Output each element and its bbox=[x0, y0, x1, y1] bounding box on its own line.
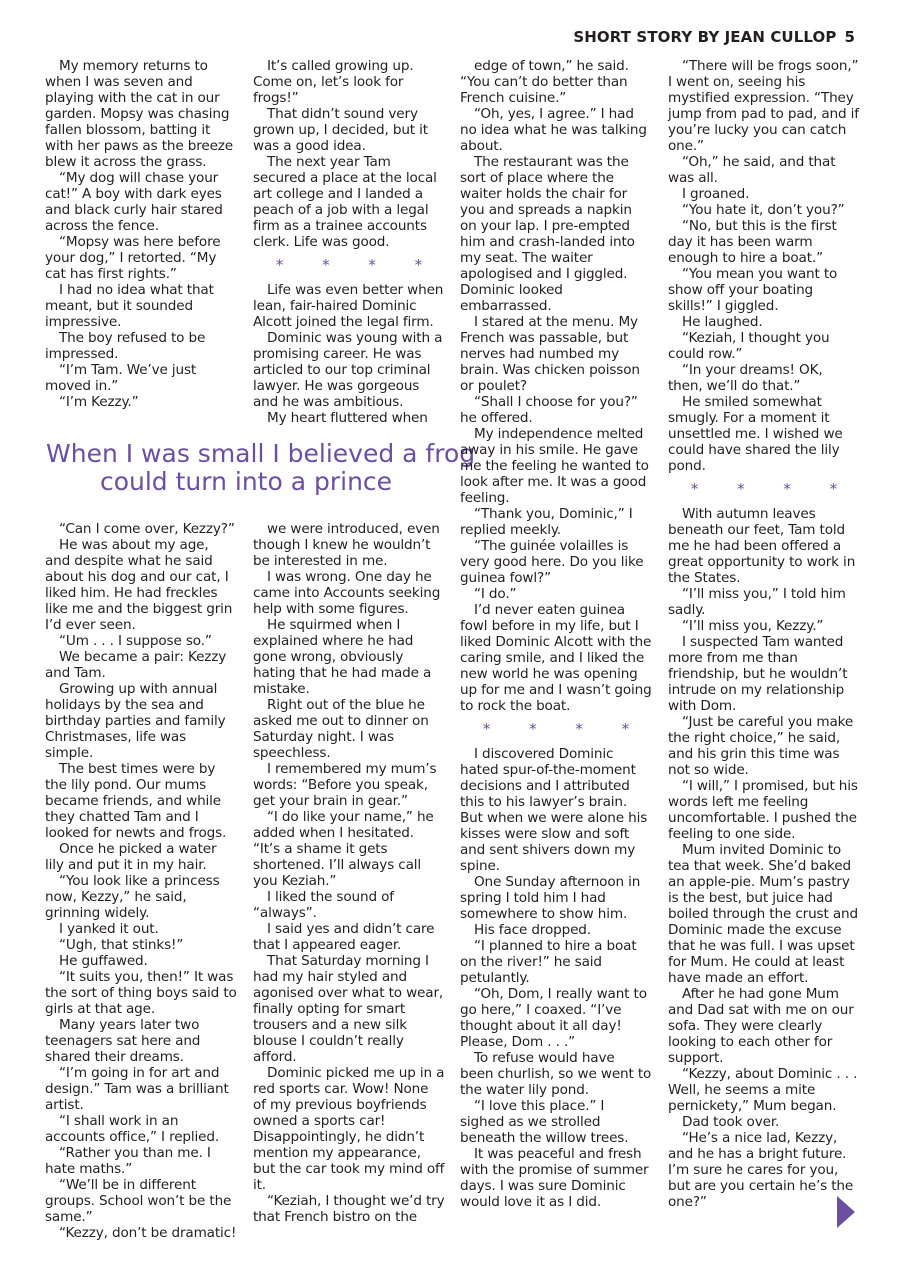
paragraph: He squirmed when I explained where he had gone wrong, obviously hating that he had made a mistake. bbox=[253, 617, 432, 697]
paragraph: His face dropped. bbox=[474, 922, 591, 938]
column-1-bottom bbox=[45, 521, 237, 1241]
paragraph: Dad took over. bbox=[682, 1114, 780, 1130]
story-byline: SHORT STORY BY JEAN CULLOP bbox=[573, 28, 837, 46]
paragraph: “I’m Kezzy.” bbox=[59, 394, 139, 410]
paragraph: “Um . . . I suppose so.” bbox=[59, 633, 212, 649]
paragraph: “You mean you want to show off your boating skills!” I giggled. bbox=[668, 266, 838, 314]
section-divider: * * * * bbox=[275, 256, 440, 274]
paragraph: “You hate it, don’t you?” bbox=[682, 202, 845, 218]
column-3 bbox=[460, 58, 652, 1210]
paragraph: “I shall work in an accounts office,” I replied. bbox=[45, 1113, 220, 1145]
paragraph: The restaurant was the sort of place where the waiter holds the chair for you and spreads a napkin on your lap. I pre-empted him and crash-landed into my seat. The waiter apologised and I giggled. Dominic looked embarrassed. bbox=[460, 154, 635, 314]
paragraph: He laughed. bbox=[682, 314, 763, 330]
paragraph: “I do.” bbox=[474, 586, 517, 602]
paragraph: I said yes and didn’t care that I appeared eager. bbox=[253, 921, 435, 953]
paragraph: “I’m Tam. We’ve just moved in.” bbox=[45, 362, 197, 394]
pull-quote bbox=[46, 439, 476, 496]
paragraph: Dominic was young with a promising career. He was articled to our top criminal lawyer. He was gorgeous and he was ambitious. bbox=[253, 330, 443, 410]
paragraph: He was about my age, and despite what he said about his dog and our cat, I liked him. He had freckles like me and the biggest grin I’d ever seen. bbox=[45, 537, 233, 633]
paragraph: “I do like your name,” he added when I hesitated. “It’s a shame it gets shortened. I’ll always call you Keziah.” bbox=[253, 809, 434, 889]
paragraph: I discovered Dominic hated spur-of-the-moment decisions and I attributed this to his lawyer’s brain. But when we were alone his kisses were slow and soft and sent shivers down my spine. bbox=[460, 746, 648, 874]
paragraph: I remembered my mum’s words: “Before you speak, get your brain in gear.” bbox=[253, 761, 437, 809]
paragraph: I yanked it out. bbox=[59, 921, 159, 937]
paragraph: That Saturday morning I had my hair styled and agonised over what to wear, finally opting for smart trousers and a new silk blouse I couldn’t really afford. bbox=[253, 953, 444, 1065]
paragraph: Dominic picked me up in a red sports car. Wow! None of my previous boyfriends owned a sports car! Disappointingly, he didn’t mention my appearance, but the car took my mind off it. bbox=[253, 1065, 445, 1193]
pull-quote-line: When I was small I believed a frog bbox=[46, 439, 476, 468]
paragraph: “There will be frogs soon,” I went on, seeing his mystified expression. “They jump from pad to pad, and if you’re lucky you can catch one.” bbox=[668, 58, 859, 154]
paragraph: “We’ll be in different groups. School won’t be the same.” bbox=[45, 1177, 232, 1225]
paragraph: “I’ll miss you,” I told him sadly. bbox=[668, 586, 846, 618]
paragraph: Growing up with annual holidays by the sea and birthday parties and family Christmases, life was simple. bbox=[45, 681, 226, 761]
paragraph: My independence melted away in his smile. He gave me the feeling he wanted to look after me. It was a good feeling. bbox=[460, 426, 649, 506]
page-header bbox=[573, 28, 855, 46]
column-4 bbox=[668, 58, 860, 1210]
paragraph: We became a pair: Kezzy and Tam. bbox=[45, 649, 227, 681]
paragraph: I was wrong. One day he came into Accounts seeking help with some figures. bbox=[253, 569, 441, 617]
paragraph: Many years later two teenagers sat here and shared their dreams. bbox=[45, 1017, 201, 1065]
continue-arrow-icon bbox=[837, 1196, 855, 1228]
paragraph: “Kezzy, about Dominic . . . Well, he seems a mite pernickety,” Mum began. bbox=[668, 1066, 858, 1114]
section-divider: * * * * bbox=[690, 480, 855, 498]
paragraph: “Rather you than me. I hate maths.” bbox=[45, 1145, 211, 1177]
column-2-bottom bbox=[253, 521, 445, 1225]
paragraph: “Keziah, I thought you could row.” bbox=[668, 330, 830, 362]
paragraph: I suspected Tam wanted more from me than friendship, but he wouldn’t intrude on my relationship with Dom. bbox=[668, 634, 848, 714]
paragraph: “Mopsy was here before your dog,” I retorted. “My cat has first rights.” bbox=[45, 234, 221, 282]
paragraph: That didn’t sound very grown up, I decided, but it was a good idea. bbox=[253, 106, 428, 154]
paragraph: My memory returns to when I was seven and playing with the cat in our garden. Mopsy was chasing fallen blossom, batting it with her paws as the breeze blew it across the grass. bbox=[45, 58, 233, 170]
paragraph: “Oh, yes, I agree.” I had no idea what he was talking about. bbox=[460, 106, 647, 154]
paragraph: My heart fluttered when bbox=[267, 410, 428, 426]
paragraph: I groaned. bbox=[682, 186, 750, 202]
paragraph: The best times were by the lily pond. Our mums became friends, and while they chatted Tam and I looked for newts and frogs. bbox=[45, 761, 227, 841]
paragraph: I had no idea what that meant, but it sounded impressive. bbox=[45, 282, 214, 330]
paragraph: I stared at the menu. My French was passable, but nerves had numbed my brain. Was chicken poisson or poulet? bbox=[460, 314, 640, 394]
paragraph: edge of town,” he said. “You can’t do better than French cuisine.” bbox=[460, 58, 629, 106]
paragraph: “Ugh, that stinks!” bbox=[59, 937, 184, 953]
paragraph: “The guinée volailles is very good here. Do you like guinea fowl?” bbox=[460, 538, 644, 586]
paragraph: “I’ll miss you, Kezzy.” bbox=[682, 618, 824, 634]
paragraph: Life was even better when lean, fair-haired Dominic Alcott joined the legal firm. bbox=[253, 282, 444, 330]
paragraph: “Shall I choose for you?” he offered. bbox=[460, 394, 638, 426]
paragraph: It was peaceful and fresh with the promise of summer days. I was sure Dominic would love it as I did. bbox=[460, 1146, 649, 1210]
paragraph: “You look like a princess now, Kezzy,” he said, grinning widely. bbox=[45, 873, 220, 921]
paragraph: I’d never eaten guinea fowl before in my life, but I liked Dominic Alcott with the caring smile, and I liked the new world he was opening up for me and I wasn’t going to rock the boat. bbox=[460, 602, 652, 714]
paragraph: “No, but this is the first day it has been warm enough to hire a boat.” bbox=[668, 218, 837, 266]
paragraph: Right out of the blue he asked me out to dinner on Saturday night. I was speechless. bbox=[253, 697, 429, 761]
paragraph: He smiled somewhat smugly. For a moment it unsettled me. I wished we could have shared the lily pond. bbox=[668, 394, 843, 474]
paragraph: “Oh,” he said, and that was all. bbox=[668, 154, 836, 186]
paragraph: The boy refused to be impressed. bbox=[45, 330, 206, 362]
paragraph: “In your dreams! OK, then, we’ll do that.” bbox=[668, 362, 823, 394]
paragraph: “I will,” I promised, but his words left me feeling uncomfortable. I pushed the feeling to one side. bbox=[668, 778, 858, 842]
paragraph: “I planned to hire a boat on the river!” he said petulantly. bbox=[460, 938, 637, 986]
paragraph: “I’m going in for art and design.” Tam was a brilliant artist. bbox=[45, 1065, 229, 1113]
paragraph: Once he picked a water lily and put it in my hair. bbox=[45, 841, 217, 873]
paragraph: With autumn leaves beneath our feet, Tam told me he had been offered a great opportunity to work in the States. bbox=[668, 506, 856, 586]
paragraph: “He’s a nice lad, Kezzy, and he has a bright future. I’m sure he cares for you, but are you certain he’s the one?” bbox=[668, 1130, 854, 1210]
paragraph: “Kezzy, don’t be dramatic! bbox=[59, 1225, 237, 1241]
paragraph: Mum invited Dominic to tea that week. She’d baked an apple-pie. Mum’s pastry is the best, but juice had boiled through the crust and Dominic made the excuse that he was full. I was upset for Mum. He could at least have made an effort. bbox=[668, 842, 858, 986]
paragraph: After he had gone Mum and Dad sat with me on our sofa. They were clearly looking to each other for support. bbox=[668, 986, 854, 1066]
paragraph: “Keziah, I thought we’d try that French bistro on the bbox=[253, 1193, 445, 1225]
paragraph: It’s called growing up. Come on, let’s look for frogs!” bbox=[253, 58, 414, 106]
column-1-top bbox=[45, 58, 237, 410]
paragraph: To refuse would have been churlish, so we went to the water lily pond. bbox=[460, 1050, 652, 1098]
paragraph: “I love this place.” I sighed as we strolled beneath the willow trees. bbox=[460, 1098, 629, 1146]
paragraph: “Oh, Dom, I really want to go here,” I coaxed. “I’ve thought about it all day! Please, Dom . . .” bbox=[460, 986, 647, 1050]
section-divider: * * * * bbox=[482, 720, 647, 738]
page-number: 5 bbox=[844, 28, 855, 46]
paragraph: I liked the sound of “always”. bbox=[253, 889, 394, 921]
paragraph: He guffawed. bbox=[59, 953, 148, 969]
paragraph: “Thank you, Dominic,” I replied meekly. bbox=[460, 506, 633, 538]
paragraph: One Sunday afternoon in spring I told him I had somewhere to show him. bbox=[460, 874, 641, 922]
paragraph: “Just be careful you make the right choice,” he said, and his grin this time was not so wide. bbox=[668, 714, 854, 778]
column-2-top bbox=[253, 58, 445, 426]
paragraph: “Can I come over, Kezzy?” bbox=[59, 521, 235, 537]
paragraph: “It suits you, then!” It was the sort of thing boys said to girls at that age. bbox=[45, 969, 237, 1017]
paragraph: “My dog will chase your cat!” A boy with dark eyes and black curly hair stared across the fence. bbox=[45, 170, 223, 234]
paragraph: we were introduced, even though I knew he wouldn’t be interested in me. bbox=[253, 521, 440, 569]
paragraph: The next year Tam secured a place at the local art college and I landed a peach of a job with a legal firm as a trainee accounts clerk. Life was good. bbox=[253, 154, 437, 250]
pull-quote-line: could turn into a prince bbox=[99, 467, 393, 496]
